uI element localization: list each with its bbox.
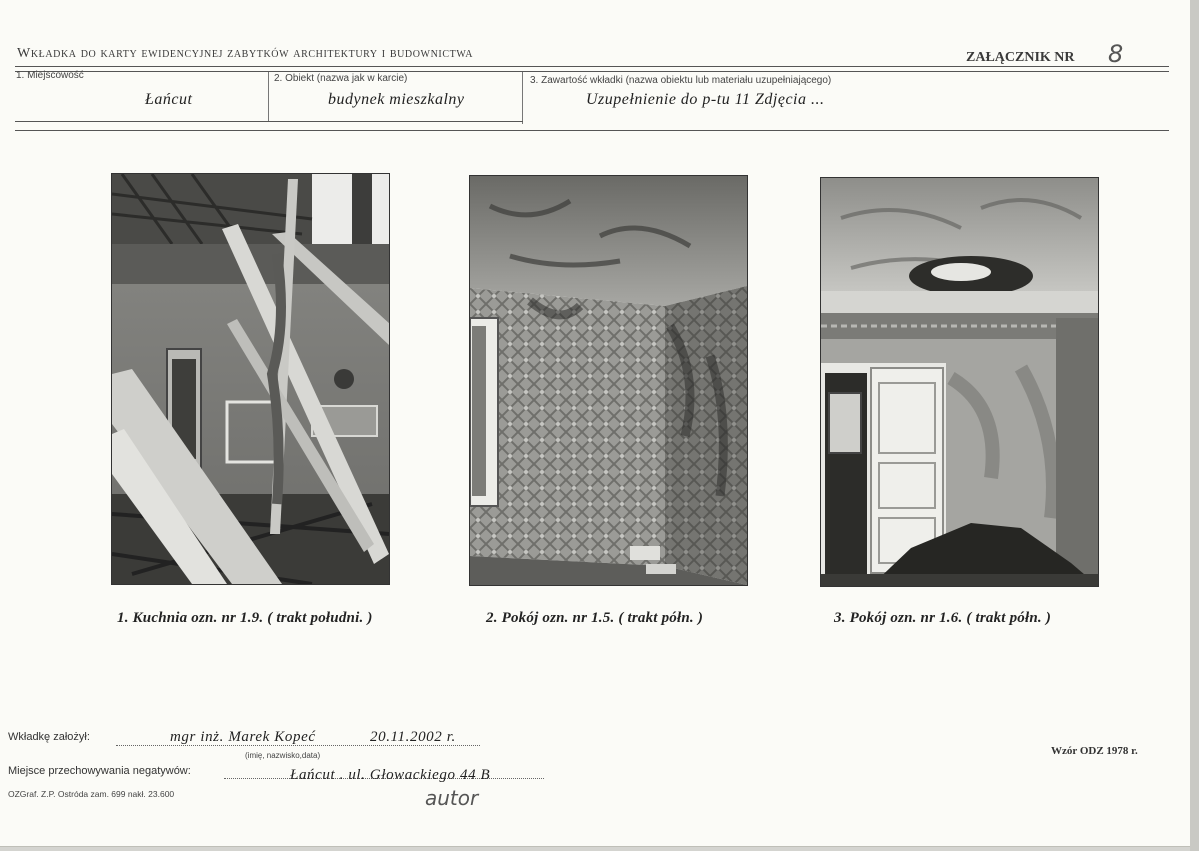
created-by-value: mgr inż. Marek Kopeć — [170, 729, 316, 745]
page-edge — [1190, 0, 1199, 851]
photo-room-1-5-image — [470, 176, 747, 585]
field-value-object: budynek mieszkalny — [328, 91, 465, 108]
annex-label: ZAŁĄCZNIK NR — [966, 50, 1075, 65]
form-title: Wkładka do karty ewidencyjnej zabytków architektury i budownictwa — [17, 46, 474, 61]
header-rule-top-2 — [15, 71, 1169, 72]
field-divider-1 — [268, 72, 269, 122]
handwritten-author-note: autor — [425, 786, 479, 810]
field-divider-2 — [522, 72, 523, 124]
negatives-label: Miejsce przechowywania negatywów: — [8, 765, 191, 777]
created-by-label: Wkładkę założył: — [8, 731, 90, 743]
field-rule-bottom-left — [15, 121, 523, 122]
photo-caption-2: 2. Pokój ozn. nr 1.5. ( trakt półn. ) — [486, 610, 704, 626]
field-value-contents: Uzupełnienie do p-tu 11 Zdjęcia ... — [586, 91, 825, 108]
printer-note: OZGraf. Z.P. Ostróda zam. 699 nakł. 23.600 — [8, 789, 175, 799]
created-by-hint: (imię, nazwisko,data) — [245, 751, 321, 760]
photo-kitchen — [111, 173, 390, 585]
field-value-locality: Łańcut — [145, 91, 193, 108]
form-model: Wzór ODZ 1978 r. — [1051, 745, 1138, 757]
field-label-object: 2. Obiekt (nazwa jak w karcie) — [274, 73, 408, 84]
photo-caption-1: 1. Kuchnia ozn. nr 1.9. ( trakt południ. ) — [117, 610, 373, 626]
photo-caption-3: 3. Pokój ozn. nr 1.6. ( trakt półn. ) — [834, 610, 1052, 626]
created-date: 20.11.2002 r. — [370, 729, 456, 745]
photo-room-1-6 — [820, 177, 1099, 587]
annex-number: 8 — [1108, 40, 1124, 68]
field-label-contents: 3. Zawartość wkładki (nazwa obiektu lub materiału uzupełniającego) — [530, 75, 832, 86]
field-label-locality: 1. Miejscowość — [16, 70, 84, 81]
photo-kitchen-image — [112, 174, 389, 584]
photo-room-1-6-image — [821, 178, 1098, 586]
negatives-value: Łańcut . ul. Głowackiego 44 B — [290, 767, 491, 783]
header-rule-top — [15, 66, 1169, 67]
photo-room-1-5 — [469, 175, 748, 586]
field-rule-bottom — [15, 130, 1169, 131]
